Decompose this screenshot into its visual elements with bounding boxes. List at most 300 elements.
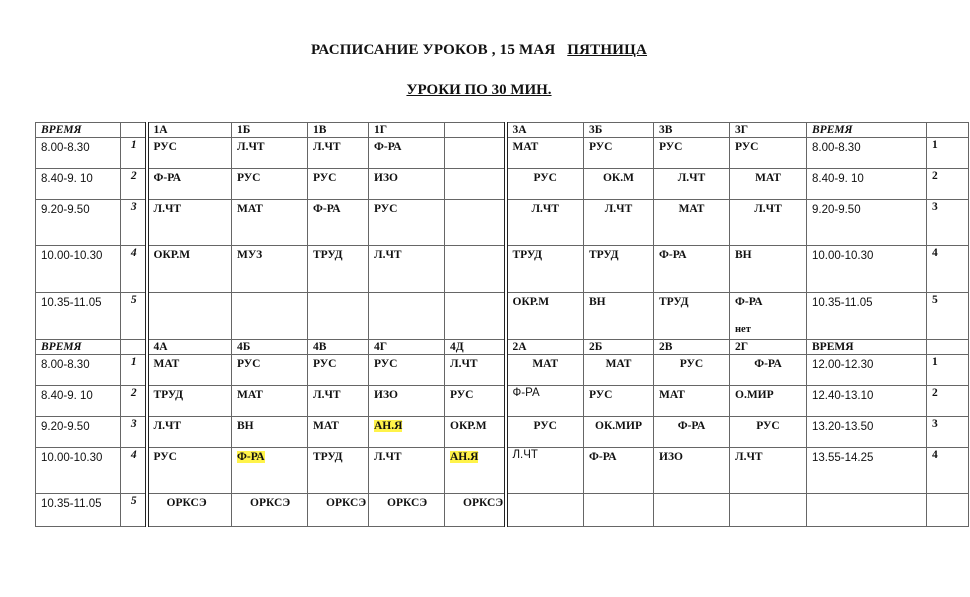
lesson-number bbox=[121, 200, 147, 246]
subject-cell bbox=[730, 494, 807, 527]
subject-cell bbox=[232, 200, 308, 246]
subject-cell bbox=[445, 200, 506, 246]
subject-cell bbox=[654, 293, 730, 340]
class-header-text: 1Б bbox=[237, 124, 251, 136]
subject-cell bbox=[730, 355, 807, 386]
subject-cell bbox=[232, 386, 308, 417]
subject-cell bbox=[445, 417, 506, 448]
subject-cell-text: ИЗО bbox=[374, 389, 398, 401]
right-lesson-number bbox=[927, 293, 969, 340]
right-time-header-text: ВРЕМЯ bbox=[812, 341, 854, 353]
subject-cell-text: МАТ bbox=[532, 358, 559, 370]
note-text: нет bbox=[735, 324, 751, 335]
right-lesson-number-text: 4 bbox=[932, 449, 938, 461]
subject-cell-text: МАТ bbox=[659, 389, 685, 401]
right-lesson-number bbox=[927, 355, 969, 386]
subject-cell bbox=[308, 169, 369, 200]
subject-cell-text: РУС bbox=[735, 141, 759, 153]
time-cell bbox=[36, 293, 121, 340]
subject-cell-text: ОРКСЭ bbox=[250, 497, 291, 509]
subject-cell bbox=[369, 293, 445, 340]
subject-cell-text: ОРКСЭ bbox=[166, 497, 207, 509]
subject-cell-text: Л.ЧТ bbox=[374, 249, 402, 261]
right-time-cell bbox=[807, 138, 927, 169]
lesson-number-text: 2 bbox=[130, 387, 137, 399]
lesson-number-text: 5 bbox=[130, 294, 137, 306]
subject-cell bbox=[308, 386, 369, 417]
subject-cell bbox=[308, 200, 369, 246]
subject-cell-text: ОК.М bbox=[602, 172, 634, 184]
right-time-cell-text: 9.20-9.50 bbox=[812, 204, 861, 216]
subject-cell bbox=[730, 138, 807, 169]
table-row bbox=[36, 448, 969, 494]
class-header bbox=[506, 123, 584, 138]
subject-cell bbox=[232, 355, 308, 386]
subject-cell-text: АН.Я bbox=[450, 451, 479, 463]
subject-cell bbox=[147, 169, 232, 200]
time-cell bbox=[36, 246, 121, 293]
subject-cell-text: ОРКСЭ bbox=[463, 497, 504, 509]
subject-cell-text: МАТ bbox=[153, 358, 180, 370]
title-day: ПЯТНИЦА bbox=[567, 42, 648, 58]
subject-cell-text: ВН bbox=[735, 249, 752, 261]
class-header bbox=[369, 340, 445, 355]
right-time-cell-text: 8.40-9. 10 bbox=[812, 173, 864, 185]
subject-cell bbox=[584, 417, 654, 448]
lesson-number bbox=[121, 138, 147, 169]
table-row bbox=[36, 200, 969, 246]
subject-cell bbox=[730, 448, 807, 494]
subject-cell bbox=[369, 200, 445, 246]
subject-cell bbox=[445, 386, 506, 417]
class-header bbox=[654, 123, 730, 138]
right-time-header bbox=[807, 340, 927, 355]
subject-cell bbox=[308, 448, 369, 494]
subject-cell-text: Л.ЧТ bbox=[531, 203, 560, 215]
subject-cell bbox=[506, 169, 584, 200]
subject-cell-text: АН.Я bbox=[374, 420, 403, 432]
right-num-header bbox=[927, 340, 969, 355]
subject-cell bbox=[369, 169, 445, 200]
class-header bbox=[445, 123, 506, 138]
right-lesson-number-text: 3 bbox=[932, 201, 938, 213]
subject-cell bbox=[445, 246, 506, 293]
subject-cell-text: Ф-РА bbox=[735, 296, 763, 308]
subject-cell-text: ИЗО bbox=[374, 172, 398, 184]
subject-cell bbox=[308, 355, 369, 386]
subject-cell bbox=[506, 138, 584, 169]
subject-cell bbox=[730, 293, 807, 340]
table-row bbox=[36, 138, 969, 169]
subject-cell bbox=[369, 494, 445, 527]
table-row bbox=[36, 169, 969, 200]
subject-cell bbox=[584, 169, 654, 200]
lesson-number-text: 3 bbox=[130, 418, 137, 430]
subject-cell bbox=[147, 386, 232, 417]
subject-cell-text: РУС bbox=[679, 358, 704, 370]
subject-cell-text: Ф-РА bbox=[589, 451, 617, 463]
subject-cell-text: Л.ЧТ bbox=[237, 141, 265, 153]
page-title bbox=[0, 42, 958, 59]
subject-cell bbox=[506, 355, 584, 386]
time-cell bbox=[36, 448, 121, 494]
subject-cell-text: РУС bbox=[237, 358, 261, 370]
right-lesson-number bbox=[927, 169, 969, 200]
subject-cell-text: Ф-РА bbox=[677, 420, 706, 432]
right-time-cell-text: 10.00-10.30 bbox=[812, 250, 874, 262]
right-time-cell-text: 10.35-11.05 bbox=[812, 297, 873, 309]
time-cell-text: 10.00-10.30 bbox=[41, 250, 103, 262]
subject-cell bbox=[584, 138, 654, 169]
time-cell-text: 8.40-9. 10 bbox=[41, 390, 93, 402]
subject-cell-text: ИЗО bbox=[659, 451, 683, 463]
time-cell-text: 8.00-8.30 bbox=[41, 359, 90, 371]
subject-cell-text: Л.ЧТ bbox=[512, 449, 538, 461]
class-header-text: 2А bbox=[512, 341, 527, 353]
subject-cell-text: ОКР.М bbox=[450, 420, 487, 432]
right-lesson-number-text: 2 bbox=[932, 170, 938, 182]
subject-cell bbox=[445, 169, 506, 200]
subject-cell bbox=[654, 448, 730, 494]
time-header bbox=[36, 340, 121, 355]
subject-cell-text: ОРКСЭ bbox=[387, 497, 428, 509]
time-cell-text: 8.00-8.30 bbox=[41, 142, 90, 154]
subject-cell-text: Л.ЧТ bbox=[604, 203, 633, 215]
table-row bbox=[36, 246, 969, 293]
subject-cell-text: РУС bbox=[374, 358, 398, 370]
subject-cell-text: ТРУД bbox=[512, 249, 543, 261]
subject-cell-text: Ф-РА bbox=[153, 172, 182, 184]
lesson-number-text: 5 bbox=[130, 495, 137, 507]
subject-cell-text: МАТ bbox=[237, 389, 263, 401]
subject-cell-text: ОРКСЭ bbox=[326, 497, 367, 509]
subject-cell-text: Ф-РА bbox=[512, 387, 540, 399]
subject-cell-text: Л.ЧТ bbox=[754, 203, 782, 215]
subject-cell bbox=[506, 494, 584, 527]
right-lesson-number bbox=[927, 448, 969, 494]
subject-cell bbox=[506, 200, 584, 246]
class-header bbox=[308, 123, 369, 138]
right-time-cell bbox=[807, 386, 927, 417]
time-cell bbox=[36, 417, 121, 448]
subject-cell bbox=[506, 386, 584, 417]
lesson-number bbox=[121, 355, 147, 386]
subject-cell bbox=[730, 246, 807, 293]
table-row bbox=[36, 494, 969, 527]
subject-cell bbox=[654, 494, 730, 527]
subject-cell bbox=[147, 355, 232, 386]
subject-cell-text: МАТ bbox=[605, 358, 632, 370]
subject-cell bbox=[506, 293, 584, 340]
class-header-text: 3А bbox=[512, 124, 527, 136]
class-header-text: 4Д bbox=[450, 341, 464, 353]
right-lesson-number bbox=[927, 417, 969, 448]
right-lesson-number-text: 1 bbox=[932, 139, 938, 151]
subject-cell-text: Ф-РА bbox=[313, 203, 341, 215]
subject-cell bbox=[584, 293, 654, 340]
subject-cell bbox=[654, 200, 730, 246]
schedule-table bbox=[35, 122, 969, 527]
table-row bbox=[36, 386, 969, 417]
time-cell-text: 10.35-11.05 bbox=[41, 498, 102, 510]
subject-cell-text: Л.ЧТ bbox=[450, 358, 478, 370]
right-time-cell bbox=[807, 200, 927, 246]
right-lesson-number bbox=[927, 494, 969, 527]
subject-cell bbox=[654, 417, 730, 448]
right-time-cell-text: 13.55-14.25 bbox=[812, 452, 874, 464]
subject-cell bbox=[445, 494, 506, 527]
subject-cell-text: ТРУД bbox=[659, 296, 689, 308]
class-header bbox=[584, 340, 654, 355]
time-header bbox=[36, 123, 121, 138]
subject-cell-text: ОКР.М bbox=[153, 249, 191, 261]
subject-cell bbox=[730, 417, 807, 448]
subject-cell bbox=[584, 200, 654, 246]
subject-cell bbox=[147, 448, 232, 494]
subject-cell bbox=[369, 386, 445, 417]
subject-cell-text: РУС bbox=[313, 358, 337, 370]
subject-cell-text: Л.ЧТ bbox=[677, 172, 706, 184]
lesson-number bbox=[121, 169, 147, 200]
right-lesson-number-text: 5 bbox=[932, 294, 938, 306]
lesson-number-text: 4 bbox=[130, 449, 137, 461]
class-header-text: 4Г bbox=[374, 341, 388, 353]
right-time-cell bbox=[807, 448, 927, 494]
subject-cell-text: ОКР.М bbox=[512, 296, 550, 308]
class-header-text: 2Б bbox=[589, 341, 603, 353]
subject-cell-text: РУС bbox=[313, 172, 337, 184]
subject-cell-text: МАТ bbox=[313, 420, 339, 432]
class-header-text: 4В bbox=[313, 341, 327, 353]
subject-cell-text: ТРУД bbox=[313, 249, 343, 261]
class-header-text: 2В bbox=[659, 341, 673, 353]
time-cell bbox=[36, 169, 121, 200]
subject-cell-text: МАТ bbox=[237, 203, 263, 215]
subject-cell-text: ВН bbox=[237, 420, 254, 432]
right-time-cell bbox=[807, 355, 927, 386]
subject-cell bbox=[584, 246, 654, 293]
class-header bbox=[232, 340, 308, 355]
subject-cell bbox=[147, 293, 232, 340]
subject-cell bbox=[445, 138, 506, 169]
subject-cell bbox=[654, 138, 730, 169]
right-lesson-number bbox=[927, 246, 969, 293]
right-time-cell-text: 12.00-12.30 bbox=[812, 359, 874, 371]
subject-cell bbox=[730, 200, 807, 246]
lesson-number-text: 2 bbox=[130, 170, 137, 182]
subject-cell-text: ОК.МИР bbox=[595, 420, 642, 432]
subject-cell bbox=[308, 417, 369, 448]
right-lesson-number-text: 3 bbox=[932, 418, 938, 430]
subject-cell bbox=[147, 138, 232, 169]
class-header bbox=[654, 340, 730, 355]
subject-cell-text: РУС bbox=[533, 172, 557, 184]
subject-cell-text: ТРУД bbox=[313, 451, 343, 463]
right-lesson-number-text: 1 bbox=[932, 356, 938, 368]
subject-cell-text: Л.ЧТ bbox=[313, 389, 341, 401]
lesson-number-text: 4 bbox=[130, 247, 137, 259]
right-time-cell bbox=[807, 293, 927, 340]
subject-cell bbox=[147, 200, 232, 246]
subject-cell bbox=[506, 448, 584, 494]
subject-cell-text: МАТ bbox=[678, 203, 705, 215]
subject-cell-text: МАТ bbox=[512, 141, 539, 153]
class-header bbox=[369, 123, 445, 138]
time-cell-text: 9.20-9.50 bbox=[41, 204, 90, 216]
subject-cell bbox=[232, 494, 308, 527]
num-header bbox=[121, 340, 147, 355]
subject-cell bbox=[232, 293, 308, 340]
subject-cell-text: Ф-РА bbox=[374, 141, 402, 153]
subject-cell bbox=[730, 169, 807, 200]
subject-cell-text: РУС bbox=[756, 420, 780, 432]
subject-cell bbox=[584, 448, 654, 494]
right-time-cell bbox=[807, 246, 927, 293]
subject-cell bbox=[369, 138, 445, 169]
subject-cell-text: Л.ЧТ bbox=[735, 451, 763, 463]
subject-cell bbox=[369, 355, 445, 386]
subject-cell-text: МУЗ bbox=[237, 249, 263, 261]
right-time-cell-text: 13.20-13.50 bbox=[812, 421, 874, 433]
subject-cell-text: ТРУД bbox=[589, 249, 619, 261]
class-header-text: 3Б bbox=[589, 124, 603, 136]
subject-cell bbox=[730, 386, 807, 417]
lesson-number bbox=[121, 386, 147, 417]
subject-cell bbox=[445, 293, 506, 340]
right-lesson-number bbox=[927, 138, 969, 169]
right-time-cell bbox=[807, 169, 927, 200]
time-cell-text: 10.35-11.05 bbox=[41, 297, 102, 309]
subject-cell-text: РУС bbox=[533, 420, 557, 432]
subject-cell bbox=[506, 417, 584, 448]
right-time-cell-text: 12.40-13.10 bbox=[812, 390, 874, 402]
right-time-cell bbox=[807, 494, 927, 527]
subject-cell-text: Ф-РА bbox=[659, 249, 687, 261]
subject-cell-text: ВН bbox=[589, 296, 606, 308]
subject-cell bbox=[445, 448, 506, 494]
title-main: РАСПИСАНИЕ УРОКОВ , 15 МАЯ bbox=[310, 42, 556, 58]
subject-cell-text: РУС bbox=[589, 141, 613, 153]
subject-cell bbox=[506, 246, 584, 293]
time-cell bbox=[36, 138, 121, 169]
class-header bbox=[730, 123, 807, 138]
lesson-number bbox=[121, 293, 147, 340]
subject-cell-text: РУС bbox=[153, 141, 177, 153]
right-lesson-number bbox=[927, 200, 969, 246]
subject-cell bbox=[654, 355, 730, 386]
subject-cell-text: Л.ЧТ bbox=[153, 203, 182, 215]
subject-cell-text: РУС bbox=[450, 389, 474, 401]
right-lesson-number bbox=[927, 386, 969, 417]
class-header bbox=[308, 340, 369, 355]
subject-cell bbox=[584, 355, 654, 386]
subject-cell bbox=[232, 246, 308, 293]
class-header-text: 1Г bbox=[374, 124, 388, 136]
right-lesson-number-text: 2 bbox=[932, 387, 938, 399]
time-cell bbox=[36, 494, 121, 527]
subject-cell bbox=[308, 293, 369, 340]
subject-cell bbox=[232, 417, 308, 448]
class-header bbox=[232, 123, 308, 138]
page-subtitle: УРОКИ ПО 30 МИН. bbox=[406, 82, 552, 98]
subject-cell-text: О.МИР bbox=[735, 389, 774, 401]
class-header-text: 3Г bbox=[735, 124, 749, 136]
class-header bbox=[445, 340, 506, 355]
class-header-text: 3В bbox=[659, 124, 673, 136]
lesson-number bbox=[121, 494, 147, 527]
subject-cell-text: МАТ bbox=[755, 172, 781, 184]
class-header bbox=[730, 340, 807, 355]
right-time-cell bbox=[807, 417, 927, 448]
right-time-header-text: ВРЕМЯ bbox=[812, 124, 853, 136]
subject-cell bbox=[584, 494, 654, 527]
subject-cell-text: Л.ЧТ bbox=[374, 451, 402, 463]
time-header-text: ВРЕМЯ bbox=[41, 341, 82, 353]
subject-cell-text: ТРУД bbox=[153, 389, 184, 401]
bottom-header-row bbox=[36, 340, 969, 355]
lesson-number bbox=[121, 448, 147, 494]
subject-cell bbox=[232, 169, 308, 200]
time-header-text: ВРЕМЯ bbox=[41, 124, 82, 136]
subject-cell bbox=[308, 138, 369, 169]
right-time-cell-text: 8.00-8.30 bbox=[812, 142, 861, 154]
time-cell-text: 8.40-9. 10 bbox=[41, 173, 93, 185]
subject-cell-text: РУС bbox=[659, 141, 683, 153]
subject-cell bbox=[654, 246, 730, 293]
subject-cell bbox=[445, 355, 506, 386]
class-header bbox=[506, 340, 584, 355]
subject-cell bbox=[308, 494, 369, 527]
subject-cell bbox=[584, 386, 654, 417]
time-cell bbox=[36, 200, 121, 246]
class-header-text: 4А bbox=[153, 341, 168, 353]
class-header bbox=[147, 123, 232, 138]
subject-cell-text: РУС bbox=[153, 451, 177, 463]
subject-cell-text: РУС bbox=[374, 203, 398, 215]
right-lesson-number-text: 4 bbox=[932, 247, 938, 259]
time-cell bbox=[36, 355, 121, 386]
subject-cell bbox=[147, 417, 232, 448]
class-header bbox=[584, 123, 654, 138]
lesson-number bbox=[121, 246, 147, 293]
class-header-text: 4Б bbox=[237, 341, 251, 353]
time-cell-text: 9.20-9.50 bbox=[41, 421, 90, 433]
subject-cell bbox=[232, 138, 308, 169]
subject-cell-text: Ф-РА bbox=[237, 451, 265, 463]
top-header-row bbox=[36, 123, 969, 138]
num-header bbox=[121, 123, 147, 138]
right-time-header bbox=[807, 123, 927, 138]
subject-cell bbox=[232, 448, 308, 494]
subject-cell bbox=[369, 246, 445, 293]
subject-cell bbox=[369, 448, 445, 494]
subject-cell-text: Ф-РА bbox=[754, 358, 782, 370]
subject-cell bbox=[654, 386, 730, 417]
subject-cell-text: Л.ЧТ bbox=[153, 420, 182, 432]
subject-cell-text: РУС bbox=[237, 172, 261, 184]
table-row bbox=[36, 355, 969, 386]
subject-cell-text: РУС bbox=[589, 389, 613, 401]
subject-cell bbox=[654, 169, 730, 200]
class-header-text: 2Г bbox=[735, 341, 749, 353]
right-num-header bbox=[927, 123, 969, 138]
lesson-number-text: 1 bbox=[130, 356, 137, 368]
subject-cell-text: Л.ЧТ bbox=[313, 141, 341, 153]
lesson-number-text: 1 bbox=[130, 139, 137, 151]
time-cell-text: 10.00-10.30 bbox=[41, 452, 103, 464]
class-header bbox=[147, 340, 232, 355]
time-cell bbox=[36, 386, 121, 417]
